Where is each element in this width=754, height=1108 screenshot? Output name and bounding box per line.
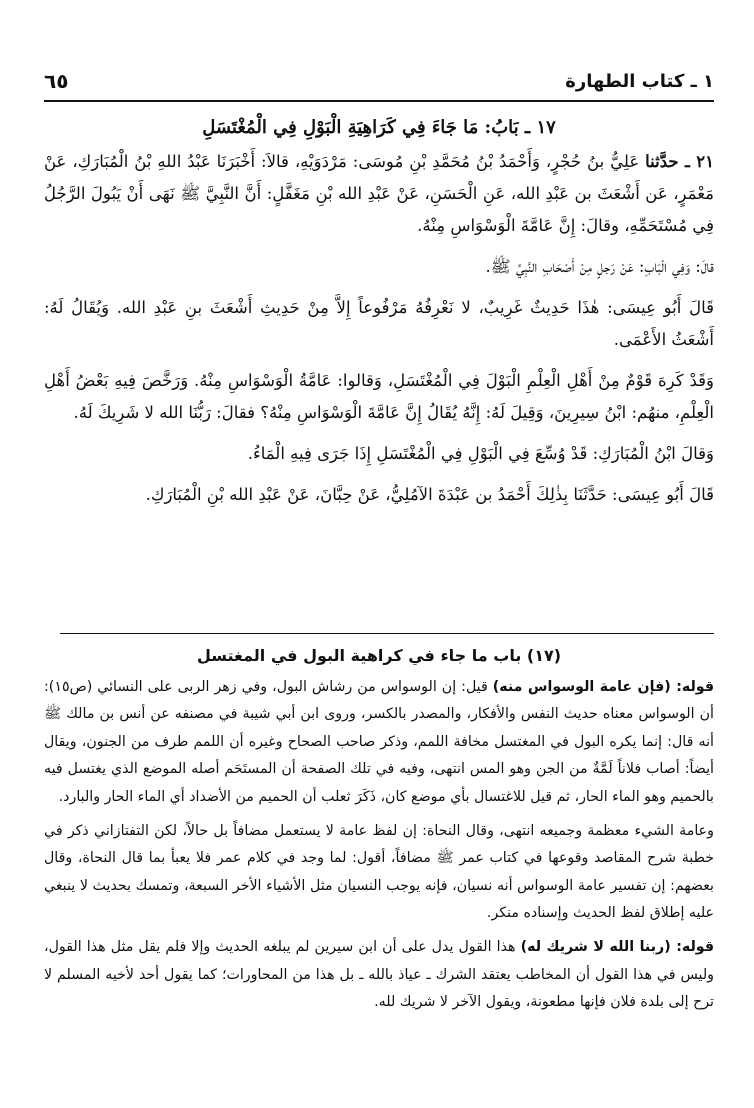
commentary-bab-title: (١٧) باب ما جاء في كراهية البول في المغتسل [196, 646, 562, 665]
hadith-paragraph [44, 146, 714, 242]
hadith-section [44, 112, 714, 520]
commentary-keyword: قوله: (ربنا الله لا شريك له) [520, 938, 714, 955]
commentary-section [44, 642, 714, 1023]
paragraph-scholars-opinion: وَقَدْ كَرِهَ قَوْمٌ مِنْ أَهْلِ الْعِلْمِ الْبَوْلَ فِي الْمُغْتَسَلِ، وَقالوا: عَامَّةُ الْوَسْوَاسِ مِنْهُ. وَرَخَّصَ فِيهِ بَعْضُ أَهْلِ الْعِلْمِ، منهُم: ابْنُ سِيرِينَ، وَقِيلَ لَهُ: إِنَّهُ يُقَالُ إِنَّ عَامَّةَ الْوَسْوَاسِ مِنْهُ؟ فقالَ: رَبُّنَا الله لا شَرِيكَ لَهُ. [44, 371, 714, 422]
commentary-paragraph-3 [44, 934, 714, 1017]
bab-title: ١٧ ـ بَابُ: مَا جَاءَ فِي كَرَاهِيَةِ الْبَوْلِ فِي الْمُغْتَسَلِ [202, 117, 556, 138]
paragraph-ibn-mubarak: وَقالَ ابْنُ الْمُبَارَكِ: قَدْ وُسِّعَ فِي الْبَوْلِ فِي الْمُغْتَسَلِ إِذَا جَرَى فِيهِ الْمَاءُ. [247, 444, 714, 463]
chapter-title: ١ ـ كتاب الطهارة [565, 70, 714, 92]
commentary-separator [60, 633, 714, 634]
commentary-text: هذا القول يدل على أن ابن سيرين لم يبلغه الحديث وإلا فلم يقل مثل هذا القول، وليس في هذا القول أن المخاطب يعتقد الشرك ـ عياذ بالله ـ بل هذا من المحاورات؛ كما يقول أحد لأخيه المسلم لا ترح إلى بلدة فلان فإنها مطعونة، ويقول الآخر لا شريك لله. [44, 938, 714, 1011]
header-rule [44, 100, 714, 102]
page-header [44, 66, 714, 96]
paragraph-isnad-note: قَالَ أَبُو عِيسَى: حَدَّثَنَا بِذٰلِكَ أَحْمَدُ بن عَبْدَةَ الآمُلِيُّ، عَنْ حِبَّانَ، عَنْ عَبْدِ الله بْنِ الْمُبَارَكِ. [145, 485, 714, 504]
commentary-paragraph-2: وعامة الشيء معظمة وجميعه انتهى، وقال النحاة: إن لفظ عامة لا يستعمل مضافاً بل حالاً، لكن التفتازاني ذكر في خطبة شرح المقاصد وقوعها في كتاب عمر ﷺ مضافاً، أقول: لما وجد في كلام عمر فلا يعبأ بما قال النحاة، وقال بعضهم: إن تفسير عامة الوسواس أنه نسيان، فإنه يوجب النسيان مثل الأشياء الأخر السبعة، وتمسك بحديث لا ينبغي عليه إطلاق لفظ الحديث وإسناده منكر. [44, 822, 714, 922]
commentary-paragraph-1 [44, 674, 714, 812]
hadith-number: ٢١ ـ حدَّثنا [645, 152, 714, 171]
paragraph-fil-bab: قالَ: وَفِي الْبَابِ: عَنْ رَجلٍ مِنْ أَصْحَابِ النَّبِيِّ ﷺ. [485, 257, 714, 276]
paragraph-abu-isa-grading: قَالَ أَبُو عِيسَى: هٰذَا حَدِيثٌ غَرِيبٌ، لا نَعْرِفُهُ مَرْفُوعاً إِلاَّ مِنْ حَدِيثِ أَشْعَثَ بنِ عَبْدِ الله. وَيُقَالُ لَهُ: أَشْعَثُ الأَعْمَى. [44, 298, 714, 349]
commentary-text: قيل: إن الوسواس من رشاش البول، وفي زهر الربى على النسائي (ص١٥): أن الوسواس معناه حديث النفس والأفكار، والمصدر بالكسر، وروى ابن أبي شيبة في مصنفه عن أنس بن مالك ﷺ أنه قال: إنما يكره البول في المغتسل مخافة اللمم، وذكر صاحب الصحاح وغيره أن اللمم طرف من الجنون، ويقال أيضاً: أصاب فلاناً لَمَّةٌ من الجن وهو المس انتهى، وفيه في تلك الصفحة أن المستَحَم أصله الموضع الذي يغتسل فيه بالحميم وهو الماء الحار، ثم قيل للاغتسال بأي موضع كان، ذَكَرَ ثعلب أن الحميم من الأضداد أي الماء الحار والبارد. [44, 678, 714, 805]
commentary-keyword: قوله: (فإن عامة الوسواس منه) [492, 678, 714, 695]
hadith-text: عَلِيُّ بنُ حُجْرٍ، وَأَحْمَدُ بْنُ مُحَمَّدِ بْنِ مُوسَى: مَرْدَوَيْهِ، قالاَ: أَخْبَرَنَا عَبْدُ اللهِ بْنُ الْمُبَارَكِ، عَنْ مَعْمَرٍ، عَن أَشْعَثَ بن عَبْدِ الله، عَنِ الْحَسَنِ، عَنْ عَبْدِ الله بْنِ مَغَفَّلٍ: أَنَّ النَّبِيَّ ﷺ نَهَى أَنْ يَبُولَ الرَّجُلُ فِي مُسْتَحَمِّهِ، وقالَ: إِنَّ عَامَّةَ الْوَسْوَاسِ مِنْهُ. [44, 152, 714, 235]
page-number: ٦٥ [44, 69, 69, 93]
